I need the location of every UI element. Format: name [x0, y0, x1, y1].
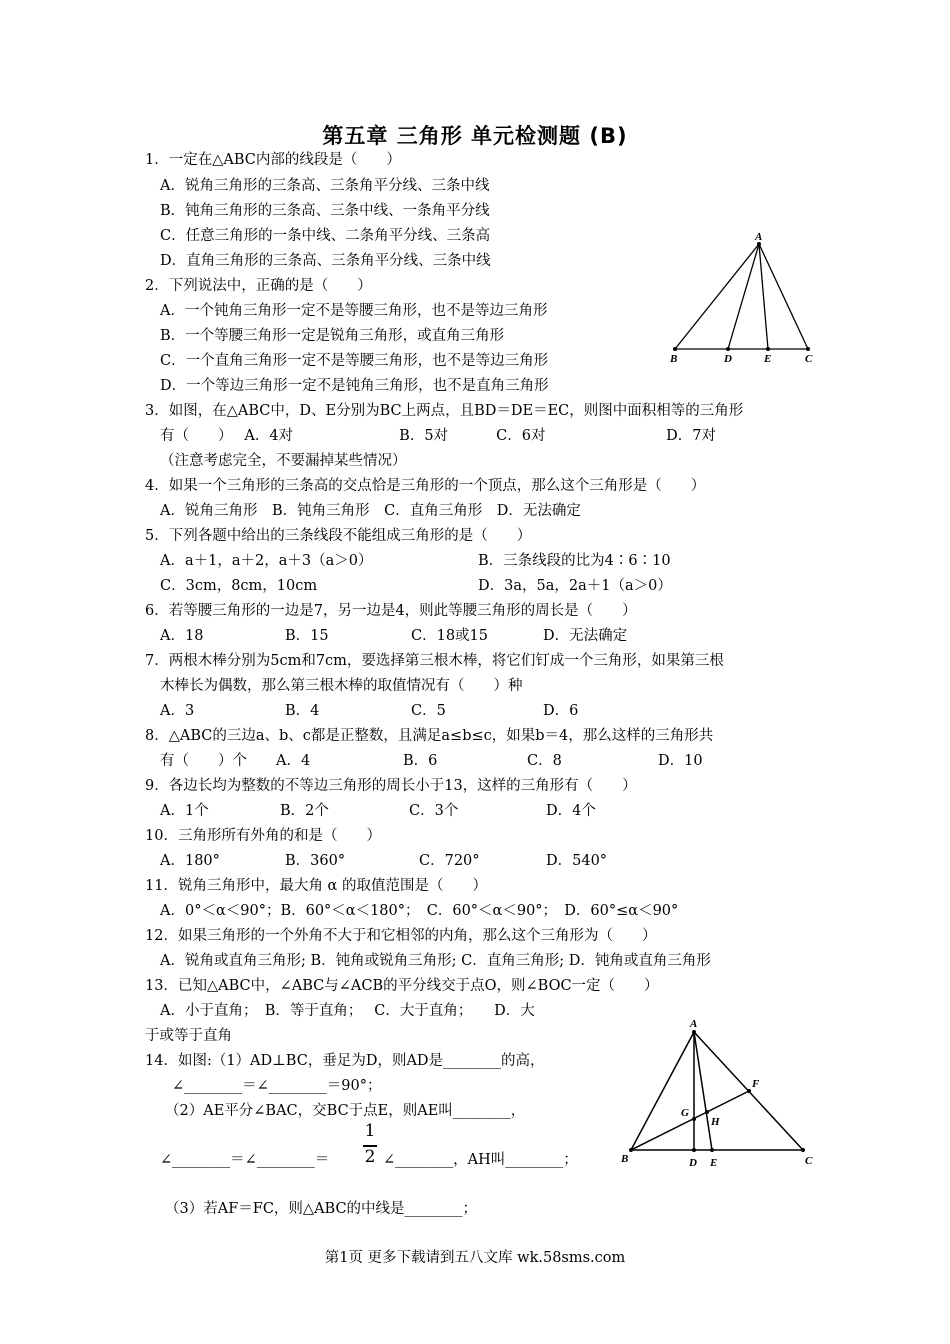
q7-option-d: D．6 [543, 703, 579, 719]
fig2-point-g [692, 1117, 696, 1121]
fraction-numerator: 1 [364, 1121, 376, 1141]
q10-option-a: A．180° [160, 853, 220, 869]
fig1-point-d [726, 347, 730, 351]
q2-stem: 2．下列说法中，正确的是（ ） [145, 278, 372, 294]
fig1-side-ab [675, 244, 759, 349]
fig2-point-a [692, 1030, 696, 1034]
q5-stem: 5．下列各题中给出的三条线段不能组成三角形的是（ ） [145, 528, 532, 544]
q10-option-d: D．540° [546, 853, 608, 869]
fig1-point-c [806, 347, 810, 351]
q3-options: 有（ ） A．4对 B．5对 C．6对 D．7对 [160, 428, 716, 444]
fig2-point-h [705, 1110, 709, 1114]
fig2-median-bf [631, 1091, 749, 1150]
q3-stem: 3．如图，在△ABC中，D、E分别为BC上两点，且BD＝DE＝EC，则图中面积相等的三角形 [145, 403, 744, 419]
q11-options: A．0°＜α＜90°；B．60°＜α＜180°； C．60°＜α＜90°； D．60°≤α＜90° [160, 903, 679, 919]
q12-stem: 12．如果三角形的一个外角不大于和它相邻的内角，那么这个三角形为（ ） [145, 928, 657, 944]
q7-option-c: C．5 [411, 703, 446, 719]
q9-option-d: D．4个 [546, 803, 596, 819]
q8-option-a: 有（ ）个 A．4 [160, 753, 311, 769]
q7-option-b: B．4 [285, 703, 320, 719]
fig2-point-c [801, 1148, 805, 1152]
figure-triangle-abc-de [660, 228, 820, 368]
q13-stem: 13．已知△ABC中，∠ABC与∠ACB的平分线交于点O，则∠BOC一定（ ） [145, 978, 659, 994]
q1-option-a: A．锐角三角形的三条高、三条角平分线、三条中线 [160, 178, 490, 194]
fig2-bisector-ae [694, 1032, 712, 1150]
q7-stem-cont: 木棒长为偶数，那么第三根木棒的取值情况有（ ）种 [160, 678, 523, 694]
q6-option-c: C．18或15 [411, 628, 488, 644]
fig2-label-h: H [711, 1116, 720, 1128]
q13-options-cont: 于或等于直角 [145, 1028, 232, 1044]
fig1-label-c: C [805, 353, 813, 365]
q1-option-b: B．钝角三角形的三条高、三条中线、一条角平分线 [160, 203, 490, 219]
q1-option-d: D．直角三角形的三条高、三条角平分线、三条中线 [160, 253, 491, 269]
q14-part1-angles: ∠________＝∠________＝90°； [172, 1078, 382, 1094]
q5-option-b: B．三条线段的比为4∶6∶10 [478, 553, 671, 569]
q4-options: A．锐角三角形 B．钝角三角形 C．直角三角形 D．无法确定 [160, 503, 581, 519]
fig1-label-a: A [755, 231, 763, 243]
fig2-point-b [629, 1148, 633, 1152]
q6-option-b: B．15 [285, 628, 329, 644]
q2-option-d: D．一个等边三角形一定不是钝角三角形，也不是直角三角形 [160, 378, 549, 394]
q9-option-b: B．2个 [280, 803, 329, 819]
q2-option-c: C．一个直角三角形一定不是等腰三角形，也不是等边三角形 [160, 353, 549, 369]
q8-option-d: D．10 [658, 753, 703, 769]
q14-part2-angles: ∠________＝∠________＝ [160, 1152, 330, 1168]
q13-options: A．小于直角； B．等于直角； C．大于直角； D．大 [160, 1003, 535, 1019]
q14-part2-angles-cont: ∠________，AH叫________； [383, 1152, 578, 1168]
q1-option-c: C．任意三角形的一条中线、二条角平分线、三条高 [160, 228, 491, 244]
fig2-label-f: F [752, 1078, 760, 1090]
q8-option-b: B．6 [403, 753, 438, 769]
fig2-side-ab [631, 1032, 694, 1150]
q12-options: A．锐角或直角三角形; B．钝角或锐角三角形; C．直角三角形; D．钝角或直角三角形 [160, 953, 711, 969]
fig1-label-d: D [724, 353, 732, 365]
q14-part3: （3）若AF＝FC，则△ABC的中线是________； [165, 1201, 478, 1217]
q11-stem: 11．锐角三角形中，最大角 α 的取值范围是（ ） [145, 878, 487, 894]
fig1-segment-ad [728, 244, 759, 349]
q14-part2: （2）AE平分∠BAC，交BC于点E，则AE叫________， [165, 1103, 526, 1119]
q1-stem: 1．一定在△ABC内部的线段是（ ） [145, 152, 401, 168]
q3-note: （注意考虑完全，不要漏掉某些情况） [160, 453, 407, 469]
q9-stem: 9．各边长均为整数的不等边三角形的周长小于13，这样的三角形有（ ） [145, 778, 637, 794]
fig1-point-e [766, 347, 770, 351]
q6-stem: 6．若等腰三角形的一边是7，另一边是4，则此等腰三角形的周长是（ ） [145, 603, 637, 619]
q9-option-c: C．3个 [409, 803, 459, 819]
fig2-label-c: C [805, 1155, 813, 1167]
fig2-label-e: E [710, 1157, 718, 1169]
page-footer: 第1页 更多下载请到五八文库 wk.58sms.com [324, 1250, 626, 1266]
fig1-label-e: E [764, 353, 772, 365]
q2-option-a: A．一个钝角三角形一定不是等腰三角形，也不是等边三角形 [160, 303, 548, 319]
fig1-point-b [673, 347, 677, 351]
q5-option-a: A．a＋1，a＋2，a＋3（a＞0） [160, 553, 373, 569]
q14-stem: 14．如图:（1）AD⊥BC，垂足为D，则AD是________的高， [145, 1053, 545, 1069]
fig2-point-f [747, 1089, 751, 1093]
q10-stem: 10．三角形所有外角的和是（ ） [145, 828, 381, 844]
q4-stem: 4．如果一个三角形的三条高的交点恰是三角形的一个顶点，那么这个三角形是（ ） [145, 478, 706, 494]
q5-option-d: D．3a，5a，2a＋1（a＞0） [478, 578, 672, 594]
fig2-point-d [692, 1148, 696, 1152]
q6-option-d: D．无法确定 [543, 628, 628, 644]
fig2-label-b: B [621, 1153, 629, 1165]
q5-option-c: C．3cm，8cm，10cm [160, 578, 318, 594]
page-title: 第五章 三角形 单元检测题 (B) [322, 124, 628, 148]
q9-option-a: A．1个 [160, 803, 209, 819]
q7-option-a: A．3 [160, 703, 195, 719]
fig2-label-g: G [681, 1107, 689, 1119]
fig2-point-e [710, 1148, 714, 1152]
fig2-label-a: A [690, 1018, 698, 1030]
q8-stem: 8．△ABC的三边a、b、c都是正整数，且满足a≤b≤c，如果b＝4，那么这样的三角形共 [145, 728, 714, 744]
q8-option-c: C．8 [527, 753, 562, 769]
q7-stem: 7．两根木棒分别为5cm和7cm，要选择第三根木棒，将它们钉成一个三角形，如果第三根 [145, 653, 724, 669]
q6-option-a: A．18 [160, 628, 204, 644]
q10-option-b: B．360° [285, 853, 346, 869]
figure-triangle-altitude-bisector-median [615, 1013, 820, 1178]
fig1-label-b: B [670, 353, 678, 365]
fig2-label-d: D [689, 1157, 697, 1169]
q10-option-c: C．720° [419, 853, 480, 869]
fraction-denominator: 2 [364, 1147, 376, 1167]
q2-option-b: B．一个等腰三角形一定是锐角三角形，或直角三角形 [160, 328, 505, 344]
